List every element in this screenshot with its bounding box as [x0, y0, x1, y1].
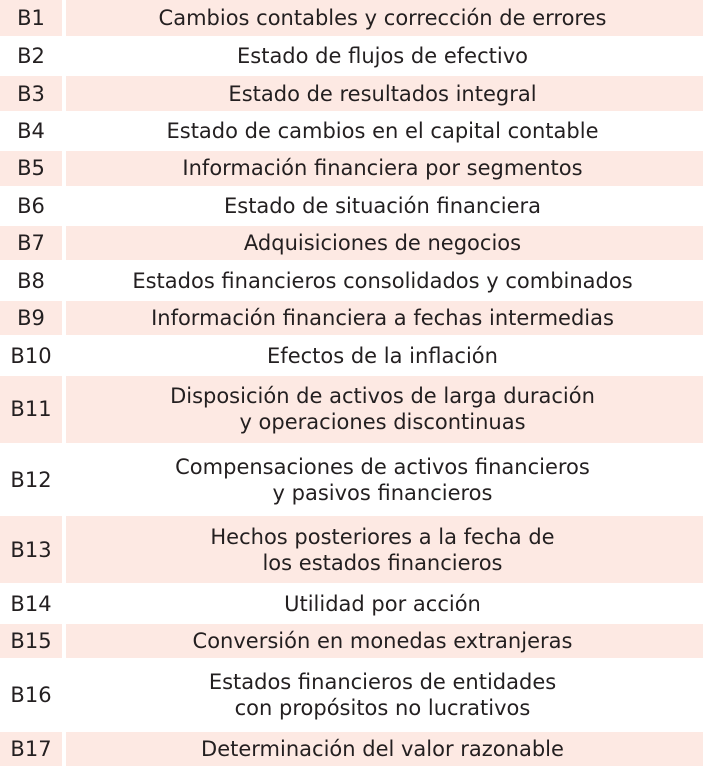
- standard-title: [66, 150, 703, 187]
- standard-title: [66, 660, 703, 730]
- table-row: [0, 37, 703, 74]
- table-row: [0, 225, 703, 262]
- table-row: [0, 262, 703, 299]
- standard-title-line: Cambios contables y corrección de errores: [158, 5, 607, 30]
- standard-code: B11: [0, 374, 62, 444]
- standard-title-line: Efectos de la inflación: [267, 343, 498, 368]
- table-row: [0, 75, 703, 112]
- standard-title: [66, 515, 703, 585]
- standard-title: [66, 262, 703, 299]
- standard-code: B2: [0, 37, 62, 74]
- standard-code: B12: [0, 444, 62, 514]
- table-row: [0, 337, 703, 374]
- standard-code: B7: [0, 225, 62, 262]
- standard-code: B3: [0, 75, 62, 112]
- standard-title-line: Información financiera por segmentos: [182, 156, 583, 181]
- standard-title-line: Estado de cambios en el capital contable: [166, 118, 599, 143]
- standard-title-line: Conversión en monedas extranjeras: [192, 629, 573, 654]
- standard-title: [66, 337, 703, 374]
- standard-title-line: Adquisiciones de negocios: [243, 231, 522, 256]
- standard-code: B10: [0, 337, 62, 374]
- standard-title: [66, 75, 703, 112]
- standard-code: B9: [0, 299, 62, 336]
- standard-title: [66, 374, 703, 444]
- standard-code: B4: [0, 112, 62, 149]
- table-row: [0, 150, 703, 187]
- standard-code: B5: [0, 150, 62, 187]
- standard-title-line: y operaciones discontinuas: [239, 410, 526, 435]
- table-row: [0, 299, 703, 336]
- standard-title-line: Estado de resultados integral: [228, 81, 537, 106]
- standard-title-line: Estado de situación financiera: [223, 193, 541, 218]
- standard-title: [66, 225, 703, 262]
- standard-title: [66, 622, 703, 659]
- standard-title-line: los estados financieros: [262, 550, 503, 575]
- standard-code: B16: [0, 660, 62, 730]
- table-row: [0, 515, 703, 585]
- standard-code: B14: [0, 585, 62, 622]
- table-row: [0, 0, 703, 37]
- table-row: [0, 374, 703, 444]
- standard-title: [66, 444, 703, 514]
- table-row: [0, 585, 703, 622]
- standard-title-line: Hechos posteriores a la fecha de: [210, 524, 555, 549]
- standard-title-line: Disposición de activos de larga duración: [170, 384, 595, 409]
- table-row: [0, 660, 703, 730]
- standard-title: [66, 0, 703, 37]
- standard-title: [66, 37, 703, 74]
- standard-title-line: Estado de flujos de efectivo: [237, 44, 528, 69]
- table-row: [0, 112, 703, 149]
- standard-code: B8: [0, 262, 62, 299]
- standard-code: B15: [0, 622, 62, 659]
- standard-title-line: Determinación del valor razonable: [201, 736, 564, 761]
- standard-title: [66, 299, 703, 336]
- standard-code: B1: [0, 0, 62, 37]
- standard-title: [66, 585, 703, 622]
- standard-code: B13: [0, 515, 62, 585]
- standard-title-line: Compensaciones de activos financieros: [175, 454, 590, 479]
- standard-title-line: y pasivos financieros: [272, 480, 493, 505]
- table-row: [0, 730, 703, 768]
- standard-title-line: Información financiera a fechas intermedias: [151, 306, 614, 331]
- table-row: [0, 187, 703, 224]
- table-row: [0, 622, 703, 659]
- standard-title: [66, 730, 703, 768]
- standard-title: [66, 187, 703, 224]
- table-row: [0, 444, 703, 514]
- standard-code: B17: [0, 730, 62, 768]
- standard-title: [66, 112, 703, 149]
- standard-title-line: con propósitos no lucrativos: [234, 695, 531, 720]
- standard-title-line: Estados financieros consolidados y combinados: [132, 268, 633, 293]
- standard-code: B6: [0, 187, 62, 224]
- standard-title-line: Utilidad por acción: [284, 591, 481, 616]
- standard-title-line: Estados financieros de entidades: [208, 669, 557, 694]
